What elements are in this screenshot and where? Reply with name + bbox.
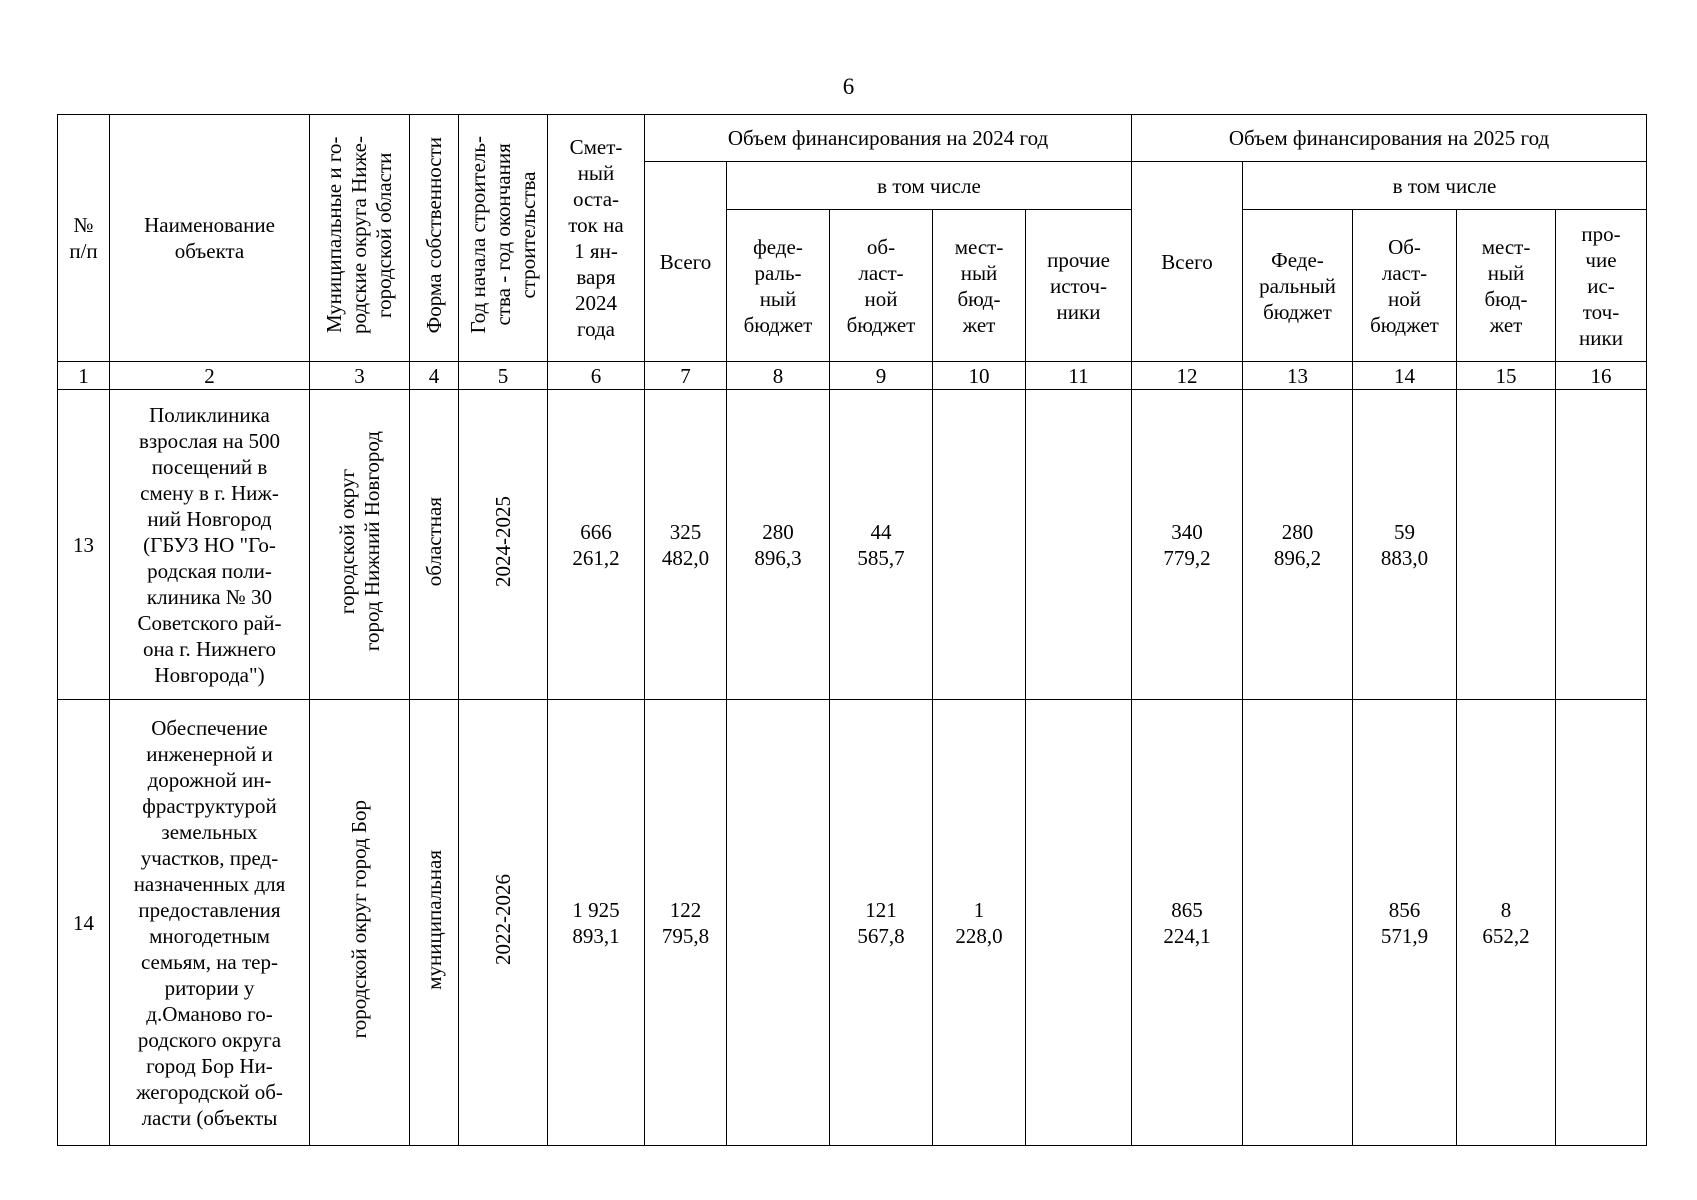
- column-number: 1: [58, 362, 110, 390]
- header-municipality: Муниципальные и го- родские округа Ниже- городской области: [310, 115, 410, 362]
- ownership-cell: муниципальная: [410, 700, 459, 1146]
- header-name: Наименование объекта: [110, 115, 310, 362]
- years-cell: 2024-2025: [459, 390, 548, 700]
- header-other-2024: прочие источ- ники: [1026, 210, 1132, 362]
- total-2025-cell: 340 779,2: [1132, 390, 1243, 700]
- row-number: 13: [58, 390, 110, 700]
- column-number: 11: [1026, 362, 1132, 390]
- total-2024-cell: 122 795,8: [645, 700, 727, 1146]
- column-number: 2: [110, 362, 310, 390]
- header-regional-2024: об- ласт- ной бюджет: [830, 210, 933, 362]
- header-ownership: Форма собственности: [410, 115, 459, 362]
- header-including-2025: в том числе: [1243, 162, 1647, 210]
- header-federal-2025: Феде- ральный бюджет: [1243, 210, 1353, 362]
- regional-2024-cell: 44 585,7: [830, 390, 933, 700]
- regional-2025-cell: 59 883,0: [1353, 390, 1457, 700]
- other-2025-cell: [1556, 390, 1647, 700]
- header-local-2024: мест- ный бюд- жет: [933, 210, 1026, 362]
- federal-2024-cell: 280 896,3: [727, 390, 830, 700]
- column-number: 14: [1353, 362, 1457, 390]
- header-num: № п/п: [58, 115, 110, 362]
- column-numbers-row: [58, 362, 1647, 390]
- local-2025-cell: [1457, 390, 1556, 700]
- other-2025-cell: [1556, 700, 1647, 1146]
- years-cell: 2022-2026: [459, 700, 548, 1146]
- municipality-cell: городской округ город Нижний Новгород: [310, 390, 410, 700]
- header-years: Год начала строитель- ства - год окончания строительства: [459, 115, 548, 362]
- balance-cell: 666 261,2: [548, 390, 645, 700]
- table-row: [58, 390, 1647, 700]
- balance-cell: 1 925 893,1: [548, 700, 645, 1146]
- object-name: Обеспечение инженерной и дорожной ин- фраструктурой земельных участков, пред- назначенных для предоставления многодетным семьям, на тер- ритории у д.Оманово го- родского округа город Бор Ни- жегородской об- ласти (объекты: [110, 700, 310, 1146]
- row-number: 14: [58, 700, 110, 1146]
- column-number: 9: [830, 362, 933, 390]
- local-2024-cell: [933, 390, 1026, 700]
- column-number: 10: [933, 362, 1026, 390]
- header-financing-2024: Объем финансирования на 2024 год: [645, 115, 1132, 162]
- federal-2025-cell: 280 896,2: [1243, 390, 1353, 700]
- other-2024-cell: [1026, 700, 1132, 1146]
- header-other-2025: про- чие ис- точ- ники: [1556, 210, 1647, 362]
- municipality-cell: городской округ город Бор: [310, 700, 410, 1146]
- column-number: 8: [727, 362, 830, 390]
- column-number: 6: [548, 362, 645, 390]
- header-total-2024: Всего: [645, 162, 727, 362]
- column-number: 16: [1556, 362, 1647, 390]
- column-number: 12: [1132, 362, 1243, 390]
- other-2024-cell: [1026, 390, 1132, 700]
- federal-2024-cell: [727, 700, 830, 1146]
- regional-2024-cell: 121 567,8: [830, 700, 933, 1146]
- local-2024-cell: 1 228,0: [933, 700, 1026, 1146]
- column-number: 5: [459, 362, 548, 390]
- local-2025-cell: 8 652,2: [1457, 700, 1556, 1146]
- column-number: 7: [645, 362, 727, 390]
- header-financing-2025: Объем финансирования на 2025 год: [1132, 115, 1647, 162]
- page-number: 6: [842, 74, 855, 99]
- header-federal-2024: феде- раль- ный бюджет: [727, 210, 830, 362]
- regional-2025-cell: 856 571,9: [1353, 700, 1457, 1146]
- header-regional-2025: Об- ласт- ной бюджет: [1353, 210, 1457, 362]
- column-number: 3: [310, 362, 410, 390]
- header-local-2025: мест- ный бюд- жет: [1457, 210, 1556, 362]
- ownership-cell: областная: [410, 390, 459, 700]
- header-balance: Смет- ный оста- ток на 1 ян- варя 2024 года: [548, 115, 645, 362]
- header-including-2024: в том числе: [727, 162, 1132, 210]
- total-2025-cell: 865 224,1: [1132, 700, 1243, 1146]
- column-number: 4: [410, 362, 459, 390]
- table-row: [58, 700, 1647, 1146]
- total-2024-cell: 325 482,0: [645, 390, 727, 700]
- financing-table: [57, 114, 1647, 1146]
- column-number: 15: [1457, 362, 1556, 390]
- header-total-2025: Всего: [1132, 162, 1243, 362]
- federal-2025-cell: [1243, 700, 1353, 1146]
- column-number: 13: [1243, 362, 1353, 390]
- object-name: Поликлиника взрослая на 500 посещений в смену в г. Ниж- ний Новгород (ГБУЗ НО "Го- родская поли- клиника № 30 Советского рай- она г. Нижнего Новгорода"): [110, 390, 310, 700]
